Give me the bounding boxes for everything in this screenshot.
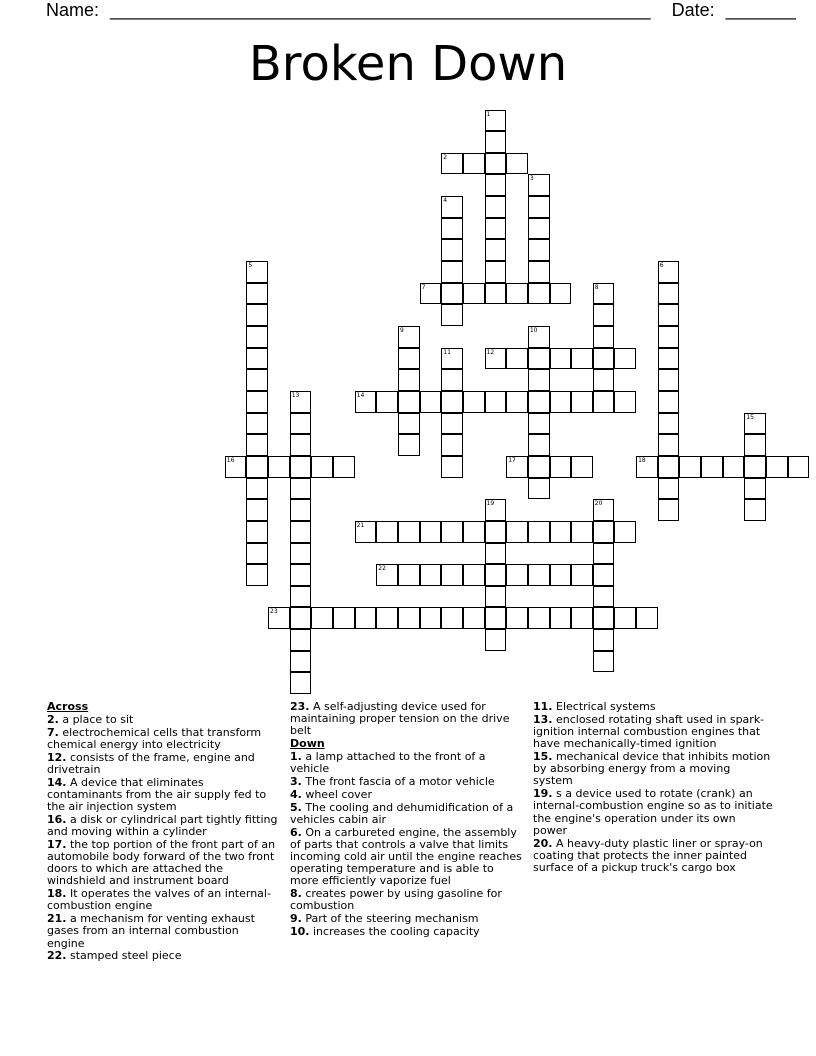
grid-cell[interactable]	[485, 239, 507, 261]
grid-cell[interactable]	[528, 369, 550, 391]
clue-number: 3	[529, 175, 534, 183]
grid-cell[interactable]	[506, 283, 528, 305]
clues-column-2	[290, 701, 522, 939]
clue-number: 12	[486, 348, 495, 356]
name-blank[interactable]: ______________________________________________________	[110, 0, 651, 20]
grid-cell[interactable]	[290, 629, 312, 651]
clue-item	[533, 701, 773, 713]
grid-cell[interactable]	[441, 607, 463, 629]
clue-item	[533, 838, 773, 875]
clue-number-label: 21.	[47, 912, 67, 926]
grid-cell[interactable]	[398, 391, 420, 413]
clue-text: a disk or cylindrical part tightly fitting and moving within a cylinder	[47, 812, 278, 838]
grid-cell[interactable]	[290, 651, 312, 673]
clue-number-label: 22.	[47, 949, 67, 963]
clue-item	[47, 714, 279, 726]
clue-number: 7	[421, 283, 426, 291]
grid-cell[interactable]	[593, 369, 615, 391]
grid-cell[interactable]	[658, 304, 680, 326]
clue-number: 11	[443, 348, 451, 356]
clue-item	[47, 888, 279, 912]
grid-cell[interactable]	[744, 478, 766, 500]
grid-cell[interactable]	[398, 521, 420, 543]
grid-cell[interactable]	[571, 521, 593, 543]
grid-cell[interactable]	[658, 261, 680, 283]
clue-number: 8	[594, 283, 599, 291]
clue-number: 18	[638, 456, 646, 464]
date-blank[interactable]: _______	[725, 0, 796, 20]
grid-cell[interactable]	[246, 413, 268, 435]
grid-cell[interactable]	[398, 369, 420, 391]
grid-cell[interactable]	[593, 543, 615, 565]
grid-cell[interactable]	[528, 413, 550, 435]
grid-cell[interactable]	[420, 607, 442, 629]
clue-text: stamped steel piece	[66, 949, 182, 963]
grid-cell[interactable]	[614, 348, 636, 370]
grid-cell[interactable]	[290, 521, 312, 543]
grid-cell[interactable]	[420, 521, 442, 543]
clue-text: A self-adjusting device used for maintaining proper tension on the drive belt	[290, 700, 510, 738]
clue-item	[47, 814, 279, 838]
grid-cell[interactable]	[441, 153, 463, 175]
grid-cell[interactable]	[679, 456, 701, 478]
grid-cell[interactable]	[268, 607, 290, 629]
grid-cell[interactable]	[246, 261, 268, 283]
grid-cell[interactable]	[485, 153, 507, 175]
grid-cell[interactable]	[246, 369, 268, 391]
grid-cell[interactable]	[766, 456, 788, 478]
grid-cell[interactable]	[485, 521, 507, 543]
clue-number-label: 6.	[290, 825, 302, 839]
clue-item	[290, 802, 522, 826]
grid-cell[interactable]	[506, 391, 528, 413]
grid-cell[interactable]	[290, 456, 312, 478]
grid-cell[interactable]	[528, 434, 550, 456]
grid-cell[interactable]	[268, 456, 290, 478]
clue-item	[533, 788, 773, 837]
date-label: Date:	[671, 0, 715, 20]
clue-text: The front fascia of a motor vehicle	[301, 775, 495, 788]
grid-cell[interactable]	[485, 499, 507, 521]
grid-cell[interactable]	[744, 434, 766, 456]
grid-cell[interactable]	[376, 607, 398, 629]
grid-cell[interactable]	[658, 391, 680, 413]
grid-cell[interactable]	[658, 326, 680, 348]
grid-cell[interactable]	[528, 607, 550, 629]
grid-cell[interactable]	[290, 478, 312, 500]
grid-cell[interactable]	[246, 304, 268, 326]
grid-cell[interactable]	[571, 456, 593, 478]
page-title: Broken Down	[248, 36, 568, 92]
grid-cell[interactable]	[614, 391, 636, 413]
clue-text: a place to sit	[58, 712, 134, 726]
grid-cell[interactable]	[593, 521, 615, 543]
grid-cell[interactable]	[485, 131, 507, 153]
grid-cell[interactable]	[290, 434, 312, 456]
clue-number: 17	[508, 456, 516, 464]
clue-item	[47, 777, 279, 814]
grid-cell[interactable]	[463, 153, 485, 175]
grid-cell[interactable]	[441, 218, 463, 240]
grid-cell[interactable]	[398, 326, 420, 348]
grid-cell[interactable]	[441, 283, 463, 305]
grid-cell[interactable]	[290, 391, 312, 413]
clue-item	[47, 950, 279, 962]
clue-number: 19	[486, 500, 495, 508]
grid-cell[interactable]	[593, 651, 615, 673]
grid-cell[interactable]	[441, 434, 463, 456]
grid-cell[interactable]	[463, 521, 485, 543]
grid-cell[interactable]	[658, 348, 680, 370]
grid-cell[interactable]	[355, 391, 377, 413]
grid-cell[interactable]	[441, 196, 463, 218]
grid-cell[interactable]	[290, 672, 312, 694]
grid-cell[interactable]	[246, 456, 268, 478]
grid-cell[interactable]	[311, 456, 333, 478]
clue-number: 6	[659, 262, 664, 270]
grid-cell[interactable]	[246, 326, 268, 348]
grid-cell[interactable]	[333, 607, 355, 629]
grid-cell[interactable]	[658, 413, 680, 435]
grid-cell[interactable]	[550, 521, 572, 543]
clue-text: Electrical systems	[552, 700, 656, 713]
grid-cell[interactable]	[744, 413, 766, 435]
grid-cell[interactable]	[311, 607, 333, 629]
grid-cell[interactable]	[658, 369, 680, 391]
grid-cell[interactable]	[420, 283, 442, 305]
grid-cell[interactable]	[528, 348, 550, 370]
clue-text: It operates the valves of an internal-combustion engine	[47, 887, 271, 913]
clue-text: wheel cover	[301, 787, 372, 801]
grid-cell[interactable]	[744, 499, 766, 521]
clue-text: Part of the steering mechanism	[301, 912, 479, 926]
clue-number: 15	[746, 413, 754, 421]
clue-item	[533, 751, 773, 788]
clues-column-3	[533, 701, 773, 875]
grid-cell[interactable]	[485, 174, 507, 196]
grid-cell[interactable]	[355, 521, 377, 543]
grid-cell[interactable]	[528, 521, 550, 543]
clue-item	[47, 913, 279, 950]
grid-cell[interactable]	[246, 434, 268, 456]
clue-number: 5	[248, 262, 253, 270]
grid-cell[interactable]	[528, 261, 550, 283]
clue-text: mechanical device that inhibits motion by absorbing energy from a moving system	[533, 750, 771, 788]
clue-text: a lamp attached to the front of a vehicle	[290, 750, 486, 776]
clue-number: 13	[291, 391, 300, 399]
clue-text: the top portion of the front part of an automobile body forward of the two front doors to which are attached the windshield and instrument board	[47, 837, 276, 888]
grid-cell[interactable]	[225, 456, 247, 478]
clue-item	[533, 714, 773, 751]
grid-cell[interactable]	[398, 348, 420, 370]
clue-number-label: 9.	[290, 912, 302, 926]
grid-cell[interactable]	[593, 586, 615, 608]
grid-cell[interactable]	[485, 110, 507, 132]
grid-cell[interactable]	[485, 564, 507, 586]
grid-cell[interactable]	[528, 391, 550, 413]
grid-cell[interactable]	[593, 283, 615, 305]
grid-cell[interactable]	[658, 434, 680, 456]
grid-cell[interactable]	[246, 348, 268, 370]
grid-cell[interactable]	[441, 369, 463, 391]
grid-cell[interactable]	[463, 564, 485, 586]
grid-cell[interactable]	[658, 478, 680, 500]
clue-number-label: 16.	[47, 812, 67, 826]
grid-cell[interactable]	[636, 456, 658, 478]
clue-number-label: 5.	[290, 800, 302, 814]
grid-cell[interactable]	[485, 607, 507, 629]
grid-cell[interactable]	[528, 564, 550, 586]
grid-cell[interactable]	[571, 391, 593, 413]
grid-cell[interactable]	[506, 153, 528, 175]
grid-cell[interactable]	[528, 478, 550, 500]
clue-number-label: 1.	[290, 750, 302, 763]
clue-item	[290, 789, 522, 801]
clue-text: electrochemical cells that transform chemical energy into electricity	[47, 725, 262, 751]
grid-cell[interactable]	[246, 564, 268, 586]
clue-item	[290, 776, 522, 788]
grid-cell[interactable]	[420, 391, 442, 413]
grid-cell[interactable]	[723, 456, 745, 478]
grid-cell[interactable]	[593, 564, 615, 586]
clue-text: creates power by using gasoline for combustion	[290, 887, 502, 913]
grid-cell[interactable]	[420, 564, 442, 586]
clue-text: consists of the frame, engine and drivetrain	[47, 750, 255, 776]
grid-cell[interactable]	[246, 478, 268, 500]
grid-cell[interactable]	[788, 456, 810, 478]
name-label: Name:	[46, 0, 100, 20]
clue-number-label: 12.	[47, 750, 67, 764]
grid-cell[interactable]	[550, 607, 572, 629]
grid-cell[interactable]	[398, 434, 420, 456]
clue-item	[47, 727, 279, 751]
grid-cell[interactable]	[528, 174, 550, 196]
grid-cell[interactable]	[485, 586, 507, 608]
clue-number-label: 8.	[290, 887, 302, 901]
grid-cell[interactable]	[506, 348, 528, 370]
grid-cell[interactable]	[246, 521, 268, 543]
grid-cell[interactable]	[246, 283, 268, 305]
grid-cell[interactable]	[485, 283, 507, 305]
grid-cell[interactable]	[376, 391, 398, 413]
grid-cell[interactable]	[658, 499, 680, 521]
clue-text: On a carbureted engine, the assembly of parts that controls a valve that limits incoming cold air until the engine reaches operating temperature and is able to more efficiently vaporize fuel	[290, 825, 522, 888]
clue-item	[290, 926, 522, 938]
grid-cell[interactable]	[550, 283, 572, 305]
grid-cell[interactable]	[550, 456, 572, 478]
clue-number: 14	[356, 391, 365, 399]
grid-cell[interactable]	[246, 543, 268, 565]
clue-number: 23	[270, 608, 278, 616]
clue-number-label: 2.	[47, 712, 59, 726]
grid-cell[interactable]	[441, 348, 463, 370]
clue-number-label: 14.	[47, 775, 67, 789]
clues-column-1	[47, 701, 279, 963]
clue-number: 20	[594, 500, 603, 508]
grid-cell[interactable]	[290, 586, 312, 608]
grid-cell[interactable]	[744, 456, 766, 478]
grid-cell[interactable]	[571, 564, 593, 586]
clue-number-label: 15.	[533, 750, 553, 763]
grid-cell[interactable]	[636, 607, 658, 629]
grid-cell[interactable]	[463, 283, 485, 305]
clue-section-heading: Down	[290, 737, 325, 751]
clue-number-label: 19.	[533, 787, 553, 801]
clue-number: 10	[529, 327, 538, 334]
clue-item	[47, 752, 279, 776]
grid-cell[interactable]	[485, 629, 507, 651]
clue-number: 16	[226, 456, 235, 464]
grid-cell[interactable]	[441, 456, 463, 478]
grid-cell[interactable]	[506, 456, 528, 478]
grid-cell[interactable]	[593, 304, 615, 326]
grid-cell[interactable]	[246, 499, 268, 521]
grid-cell[interactable]	[441, 413, 463, 435]
grid-cell[interactable]	[290, 499, 312, 521]
clue-item	[47, 839, 279, 888]
grid-cell[interactable]	[485, 261, 507, 283]
grid-cell[interactable]	[593, 326, 615, 348]
clue-item	[290, 913, 522, 925]
grid-cell[interactable]	[528, 196, 550, 218]
grid-cell[interactable]	[246, 391, 268, 413]
clue-item	[290, 827, 522, 888]
clue-text: s a device used to rotate (crank) an internal-combustion engine so as to initiate the engine's operation under its own power	[533, 787, 773, 837]
grid-cell[interactable]	[398, 413, 420, 435]
grid-cell[interactable]	[571, 607, 593, 629]
grid-cell[interactable]	[506, 521, 528, 543]
clue-number-label: 13.	[533, 712, 553, 726]
grid-cell[interactable]	[485, 196, 507, 218]
grid-cell[interactable]	[441, 391, 463, 413]
clue-item	[290, 751, 522, 775]
clue-number-label: 18.	[47, 887, 67, 901]
clue-text: increases the cooling capacity	[309, 925, 480, 938]
clue-number-label: 3.	[290, 775, 302, 788]
grid-cell[interactable]	[463, 607, 485, 629]
clue-number-label: 10.	[290, 925, 310, 938]
clue-number: 21	[356, 521, 365, 529]
grid-cell[interactable]	[701, 456, 723, 478]
grid-cell[interactable]	[550, 564, 572, 586]
grid-cell[interactable]	[376, 564, 398, 586]
clue-number-label: 23.	[290, 700, 310, 713]
clue-text: enclosed rotating shaft used in spark-ignition internal combustion engines that have mechanically-timed ignition	[533, 712, 765, 751]
grid-cell[interactable]	[593, 348, 615, 370]
grid-cell[interactable]	[593, 391, 615, 413]
grid-cell[interactable]	[528, 326, 550, 348]
clue-number-label: 4.	[290, 787, 302, 801]
clue-text: The cooling and dehumidification of a vehicles cabin air	[290, 800, 514, 826]
grid-cell[interactable]	[290, 564, 312, 586]
grid-cell[interactable]	[550, 391, 572, 413]
grid-cell[interactable]	[550, 348, 572, 370]
grid-cell[interactable]	[333, 456, 355, 478]
grid-cell[interactable]	[506, 607, 528, 629]
grid-cell[interactable]	[528, 283, 550, 305]
grid-cell[interactable]	[441, 239, 463, 261]
grid-cell[interactable]	[658, 456, 680, 478]
grid-cell[interactable]	[485, 543, 507, 565]
clue-number: 1	[486, 110, 491, 118]
clue-section-heading: Across	[47, 700, 89, 713]
clue-number: 2	[443, 153, 448, 161]
grid-cell[interactable]	[528, 218, 550, 240]
grid-cell[interactable]	[593, 629, 615, 651]
grid-cell[interactable]	[485, 348, 507, 370]
clue-number: 4	[443, 197, 448, 205]
grid-cell[interactable]	[290, 413, 312, 435]
clue-number: 22	[378, 565, 386, 573]
grid-cell[interactable]	[485, 218, 507, 240]
grid-cell[interactable]	[398, 564, 420, 586]
grid-cell[interactable]	[593, 499, 615, 521]
grid-cell[interactable]	[506, 564, 528, 586]
grid-cell[interactable]	[593, 607, 615, 629]
grid-cell[interactable]	[441, 304, 463, 326]
clue-item	[290, 701, 522, 738]
clue-text: a mechanism for venting exhaust gases from an internal combustion engine	[47, 912, 255, 950]
clue-text: A heavy-duty plastic liner or spray-on coating that protects the inner painted surface of a pickup truck's cargo box	[533, 836, 763, 875]
grid-cell[interactable]	[614, 521, 636, 543]
grid-cell[interactable]	[376, 521, 398, 543]
grid-cell[interactable]	[528, 239, 550, 261]
grid-cell[interactable]	[528, 456, 550, 478]
grid-cell[interactable]	[614, 607, 636, 629]
grid-cell[interactable]	[290, 607, 312, 629]
grid-cell[interactable]	[571, 348, 593, 370]
grid-cell[interactable]	[398, 607, 420, 629]
clue-number-label: 7.	[47, 725, 59, 739]
grid-cell[interactable]	[290, 543, 312, 565]
clue-text: A device that eliminates contaminants from the air supply fed to the air injection system	[47, 775, 267, 813]
clue-item	[290, 888, 522, 912]
grid-cell[interactable]	[463, 391, 485, 413]
grid-cell[interactable]	[441, 564, 463, 586]
clue-number-label: 11.	[533, 700, 553, 713]
grid-cell[interactable]	[441, 261, 463, 283]
grid-cell[interactable]	[355, 607, 377, 629]
clue-number: 9	[399, 327, 404, 334]
grid-cell[interactable]	[485, 391, 507, 413]
grid-cell[interactable]	[658, 283, 680, 305]
grid-cell[interactable]	[441, 521, 463, 543]
clue-number-label: 17.	[47, 837, 67, 851]
clue-number-label: 20.	[533, 836, 553, 850]
